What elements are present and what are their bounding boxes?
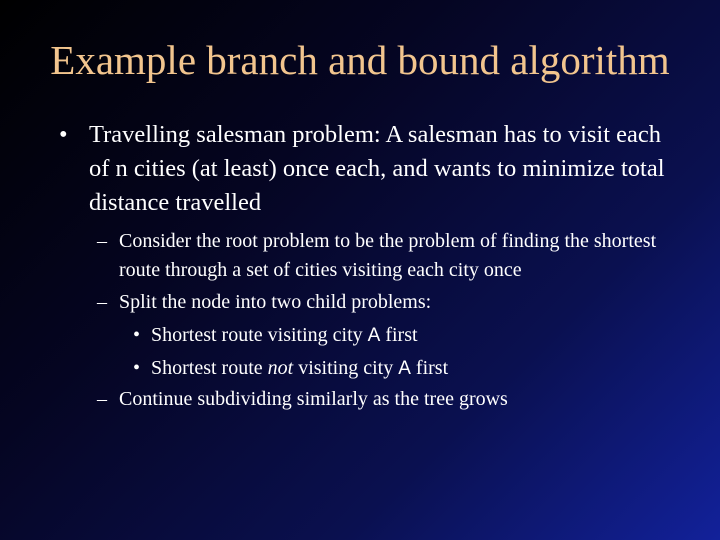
child-problem-not-visit-a-text [151,357,448,379]
sub-bullet-split-node [97,288,674,317]
dash-marker: – [97,291,107,313]
bullet-marker: • [133,357,141,379]
sub-bullet-root-problem-text: Consider the root problem to be the problem of finding the shortest route through a set of cities visiting each city once [119,230,657,281]
sub-bullet-split-node-text: Split the node into two child problems: [119,291,432,313]
bullet-tsp [59,118,679,220]
dash-marker: – [97,230,107,252]
sub-bullet-root-problem [97,227,674,285]
slide-title: Example branch and bound algorithm [50,37,670,83]
dash-marker: – [97,388,107,410]
bullet-tsp-text: Travelling salesman problem: A salesman has to visit each of n cities (at least) once each, and wants to minimize total distance travelled [89,121,665,216]
text-part: visiting city [293,357,399,379]
city-label: A [398,358,411,379]
city-label: A [367,325,381,346]
text-part: Shortest route visiting city [151,324,368,346]
child-problem-visit-a [133,319,671,352]
text-part: Shortest route [151,357,268,379]
text-part: first [410,357,449,379]
slide-body [0,118,720,414]
text-part: first [380,324,418,346]
emphasis-not: not [267,357,294,379]
bullet-marker: • [133,324,141,346]
sub-bullet-continue [97,385,674,414]
child-problem-visit-a-text [151,324,418,346]
bullet-marker: • [59,121,68,148]
sub-bullet-continue-text: Continue subdividing similarly as the tree grows [119,388,508,410]
child-problem-not-visit-a [133,352,671,385]
